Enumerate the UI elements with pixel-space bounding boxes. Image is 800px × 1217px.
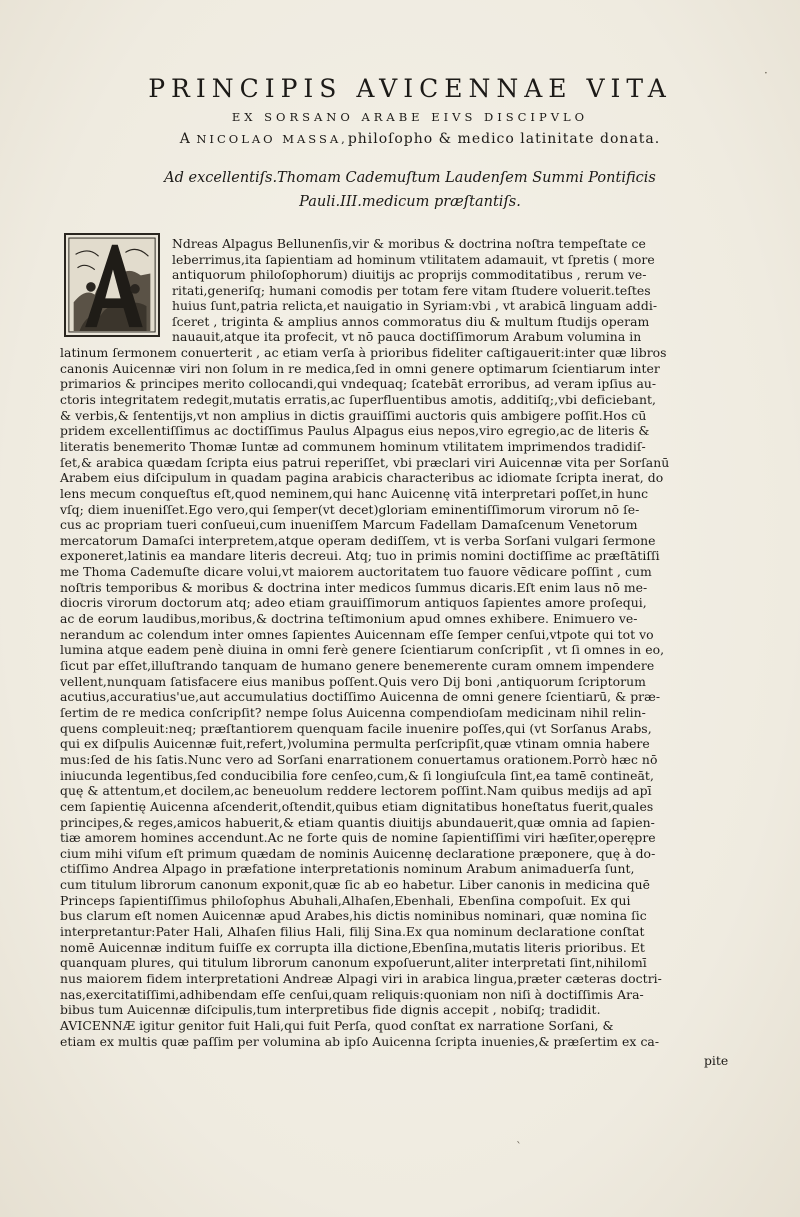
text-line: quanquam plures, qui titulum librorum canonum expoſuerunt,aliter interpretati ſint,nihilomī	[60, 955, 647, 971]
subtitle: EX SORSANO ARABE EIVS DISCIPVLO	[231, 110, 589, 124]
text-line: cus ac propriam tueri conſueui,cum inueniſſem Marcum Fadellam Damaſcenum Venetorum	[60, 517, 638, 533]
text-line: ritati,generiſq; humani comodis per totam fere vitam ſtudere voluerit.teſtes	[172, 282, 651, 298]
text-line: noſtris temporibus & moribus & doctrina inter medicos ſummus dicaris.Eſt enim laus nō me-	[60, 579, 648, 595]
text-line: huius ſunt,patria relicta,et nauigatio in Syriam:vbi , vt arabicā linguam addi-	[172, 298, 658, 313]
translator-line	[60, 131, 780, 147]
translator-prefix: A	[179, 131, 191, 147]
catchword: pite	[704, 1053, 729, 1068]
text-line: interpretantur:Pater Hali, Alhaſen filius Hali, filij Sina.Ex qua nominum declaratione conſtat	[60, 924, 645, 940]
dedication	[60, 166, 760, 214]
translator-rest: philoſopho & medico latinitate donata.	[347, 131, 661, 147]
text-line: mercatorum Damaſci interpretem,atque operam dediſſem, vt is verba Sorſani vulgari ſermone	[60, 532, 656, 548]
text-line: canonis Auicennæ viri non ſolum in re medica,ſed in omni genere optimarum ſcientiarum inter	[60, 360, 660, 376]
page-title: PRINCIPIS AVICENNAE VITA	[148, 74, 672, 103]
text-line: nomē Auicennæ inditum fuiſſe ex corrupta illa dictione,Ebenſina,mutatis literis prioribus. Et	[60, 939, 645, 955]
drop-cap-a-woodcut	[64, 233, 160, 337]
dedication-line: Ad excellentiſs.Thomam Cademuſtum Laudenſem Summi Pontificis	[164, 170, 656, 186]
text-line: bibus tum Auicennæ diſcipulis,tum interpretibus fide dignis accepit , nobiſq; tradidit.	[60, 1002, 601, 1018]
text-line: lumina atque eadem penè diuina in omni ferè genere ſcientiarum conſcripſit , vt ſi omnes in eo,	[60, 642, 665, 658]
text-line: vellent,nunquam ſatisfacere eius manibus poſſent.Quis vero Dij boni ,antiquorum ſcriptorum	[60, 673, 646, 689]
text-line: ac de eorum laudibus,moribus,& doctrina teſtimonium apud omnes exhibere. Enimuero ve-	[60, 611, 638, 627]
text-line: qui ex diſpulis Auicennæ fuit,refert,)volumina permulta perſcripſit,quæ vtinam omnia habere	[60, 736, 650, 752]
text-line: ſet,& arabica quædam ſcripta eius patrui reperiſſet, vbi præclari viri Auicennæ vita per Sorſanū	[60, 454, 670, 470]
text-line: etiam ex multis quæ paſſim per volumina ab ipſo Auicenna ſcripta inuenies,& præſertim ex ca-	[60, 1033, 660, 1049]
text-line: cem ſapientię Auicenna aſcenderit,oſtendit,quibus etiam dignitatibus honeſtatus fuerit,quales	[60, 798, 654, 814]
dedication-line: Pauli.III.medicum præſtantiſs.	[299, 194, 521, 210]
text-line: principes,& reges,amicos habuerit,& etiam quantis diuitijs abundauerit,quæ omnia ad ſapien-	[60, 814, 655, 830]
text-line: quens compleuit:neq; præſtantiorem quenquam facile inuenire poſſes,qui (vt Sorſanus Arabs,	[60, 720, 652, 736]
text-line: ſceret , triginta & amplius annos commoratus diu & multum ſtudijs operam	[172, 313, 650, 329]
text-line: ſertim de re medica conſcripſit? nempe ſolus Auicenna compendioſam medicinam nihil relin-	[60, 704, 646, 720]
text-line: nauauit,atque ita profecit, vt nō pauca doctiſſimorum Arabum volumina in	[172, 329, 642, 344]
text-line: antiquorum philoſophorum) diuitijs ac proprijs commoditatibus , rerum ve-	[172, 267, 647, 282]
text-line: Arabem eius diſcipulum in quadam pagina arabicis characteribus ac idiomate ſcripta inerat, do	[60, 470, 664, 486]
text-line: bus clarum eſt nomen Auicennæ apud Arabes,his dictis nominibus nominari, quæ nomina ſic	[60, 908, 647, 924]
translator-name: NICOLAO MASSA,	[196, 132, 348, 146]
text-line: ctiſſimo Andrea Alpago in præfatione interpretationis nominum Arabum animaduerſa ſunt,	[60, 861, 635, 877]
text-line: me Thoma Cademuſte dicare volui,vt maiorem auctoritatem tuo fauore vēdicare poſſint , cum	[60, 564, 652, 580]
text-line: primarios & principes merito collocandi,qui vndequaq; ſcatebāt erroribus, ad veram ipſius au-	[60, 376, 657, 392]
text-line: pridem excellentiſſimus ac doctiſſimus Paulus Alpagus eius nepos,viro egregio,ac de literis &	[60, 423, 650, 439]
text-line: vſq; diem inueniſſet.Ego vero,qui ſemper(vt decet)gloriam eminentiſſimorum virorum nō ſe-	[60, 501, 640, 517]
text-line: leberrimus,ita ſapientiam ad hominum vtilitatem adamauit, vt ſpretis ( more	[172, 251, 655, 267]
text-line: literatis benemerito Thomæ Iuntæ ad communem hominum vtilitatem imprimendos tradidiſ-	[60, 438, 646, 454]
margin-mark: ·	[764, 66, 768, 80]
text-line: ſicut par eſſet,illuſtrando tanquam de humano genere benemerente curam omnem impendere	[60, 658, 655, 673]
text-line: exponeret,latinis ea mandare literis decreui. Atq; tuo in primis nomini doctiſſime ac præſtātiſſi	[60, 548, 660, 564]
text-line: Princeps ſapientiſſimus philoſophus Abuhali,Alhaſen,Ebenhali, Ebenſina compoſuit. Ex qui	[60, 892, 631, 908]
text-line: ctoris integritatem redegit,mutatis erratis,ac ſuperfluentibus amotis, additiſq;,vbi deficiebant,	[60, 391, 656, 407]
text-line: acutius,accuratius'ue,aut accumulatius doctiſſimo Auicenna de omni genere ſcientiarū, & præ-	[60, 689, 661, 705]
text-line: nerandum ac colendum inter omnes ſapientes Auicennam eſſe ſemper cenſui,vtpote qui tot vo	[60, 626, 654, 642]
text-line: cium mihi viſum eſt primum quædam de nominis Auicennę declaratione præponere, quę à do-	[60, 845, 656, 861]
text-line: quę & attentum,et docilem,ac beneuolum reddere lectorem poſſint.Nam quibus medijs ad apī	[60, 783, 652, 799]
text-line: mus:ſed de his ſatis.Nunc vero ad Sorſani enarrationem conuertamus orationem.Porrò hæc nō	[60, 751, 658, 767]
text-line: & verbis,& ſententijs,vt non amplius in dictis grauiſſimi auctoris quis ambigere poſſit.Hos cū	[60, 407, 647, 423]
drop-cap-illustration	[66, 235, 158, 335]
text-line: lens mecum conqueſtus eſt,quod neminem,qui hanc Auicennę vitā interpretari poſſet,in hunc	[60, 485, 649, 501]
text-line: nus maiorem fidem interpretationi Andreæ Alpagi viri in arabica lingua,præter cæteras doctri-	[60, 971, 662, 986]
text-line: latinum ſermonem conuerterit , ac etiam verſa à prioribus fideliter caſtigauerit:inter quæ libros	[60, 345, 667, 360]
text-line: Ndreas Alpagus Bellunenſis,vir & moribus & doctrina noſtra tempeſtate ce	[172, 236, 646, 251]
text-line: AVICENNÆ igitur genitor fuit Hali,qui fuit Perſa, quod conſtat ex narratione Sorſani, &	[60, 1017, 614, 1033]
margin-mark: `	[516, 1140, 522, 1154]
text-line: iniucunda legentibus,ſed conducibilia fore cenſeo,cum,& ſi longiuſcula ſint,ea tamē contineāt,	[60, 767, 654, 783]
text-line: nas,exercitatiſſimi,adhibendam eſſe cenſui,quam reliquis:quoniam non niſi à doctiſſimis Ara-	[60, 986, 644, 1002]
text-line: diocris virorum doctorum atq; adeo etiam grauiſſimorum antiquos ſapientes amore proſequi,	[60, 595, 647, 611]
text-line: cum titulum librorum canonum exponit,quæ ſic ab eo habetur. Liber canonis in medicina quē	[60, 877, 650, 893]
text-line: tiæ amorem homines accendunt.Ac ne forte quis de nomine ſapientiſſimi viri hæſiter,operępre	[60, 830, 656, 846]
